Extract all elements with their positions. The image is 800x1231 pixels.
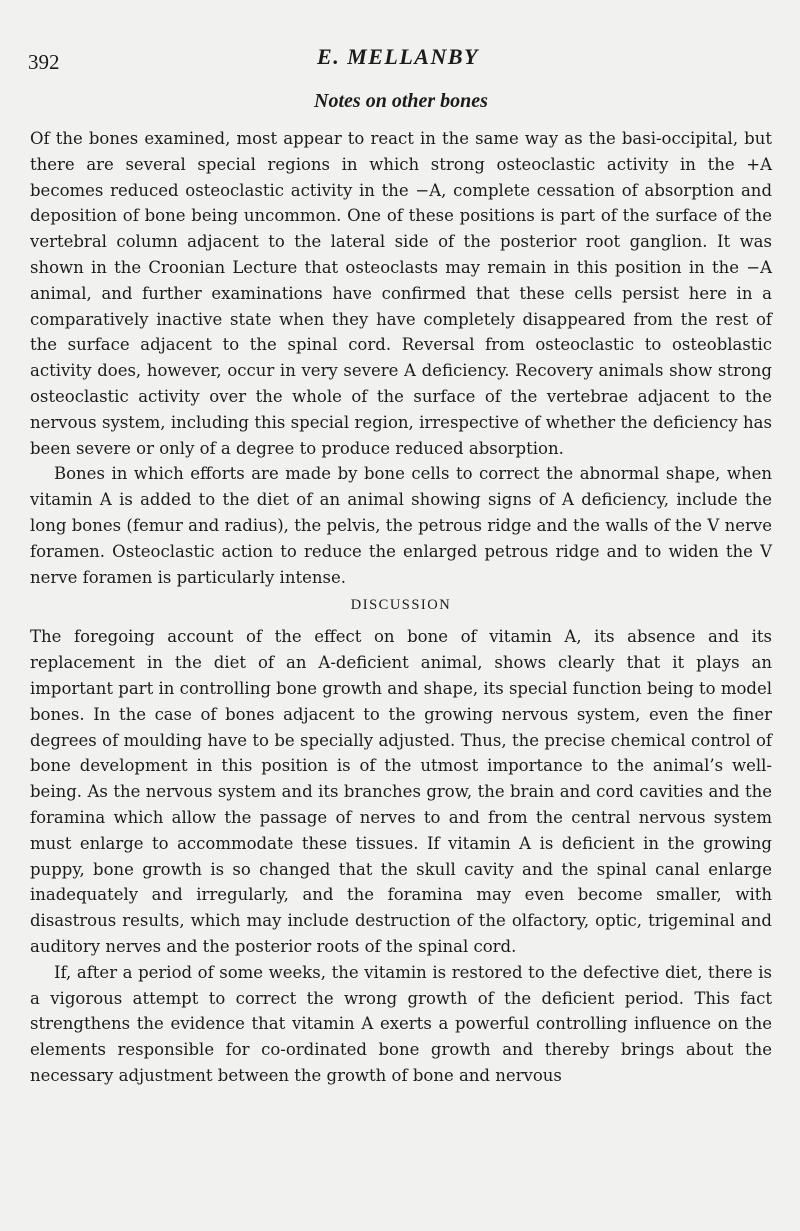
paragraph: If, after a period of some weeks, the vitamin is restored to the defective diet, there is a vigorous attempt to correct the wrong growth of the deficient period. This fact strengthens the evidence that vitamin A exerts a powerful controlling influence on the elements responsible for co-ordinated bone growth and thereby brings about the necessary adjustment between the growth of bone and nervous: [30, 962, 772, 1085]
page-number: 392: [28, 50, 60, 74]
paragraph: Of the bones examined, most appear to react in the same way as the basi-occipital, but there are several special regions in which strong osteoclastic activity in the +A becomes reduced osteoclastic activity in the −A, complete cessation of absorption and deposition of bone being uncommon. One of these positions is part of the surface of the vertebral column adjacent to the lateral side of the posterior root ganglion. It was shown in the Croonian Lecture that osteoclasts may remain in this position in the −A animal, and further examinations have confirmed that these cells persist here in a comparatively inactive state when they have completely disappeared from the rest of the surface adjacent to the spinal cord. Reversal from osteoclastic to osteoblastic activity does, however, occur in very severe A deficiency. Recovery animals show strong osteoclastic activity over the whole of the surface of the vertebrae adjacent to the nervous system, including this special region, irrespective of whether the deficiency has been severe or only of a degree to produce reduced absorption.: [30, 129, 772, 458]
running-head: [28, 44, 768, 74]
body-text: [30, 86, 772, 1089]
paragraph: The foregoing account of the effect on bone of vitamin A, its absence and its replacement in the diet of an A-deficient animal, shows clearly that it plays an important part in controlling bone growth and shape, its special function being to model bones. In the case of bones adjacent to the growing nervous system, even the finer degrees of moulding have to be specially adjusted. Thus, the precise chemical control of bone development in this position is of the utmost importance to the animal’s well-being. As the nervous system and its branches grow, the brain and cord cavities and the foramina which allow the passage of nerves to and from the central nervous system must enlarge to accommodate these tissues. If vitamin A is deficient in the growing puppy, bone growth is so changed that the skull cavity and the spinal canal enlarge inadequately and irregularly, and the foramina may even become smaller, with disastrous results, which may include destruction of the olfactory, optic, trigeminal and auditory nerves and the posterior roots of the spinal cord.: [30, 627, 772, 956]
section-heading-notes: Notes on other bones: [314, 90, 488, 112]
author-name: E. MELLANBY: [317, 44, 479, 69]
paragraph: Bones in which efforts are made by bone cells to correct the abnormal shape, when vitamin A is added to the diet of an animal showing signs of A deficiency, include the long bones (femur and radius), the pelvis, the petrous ridge and the walls of the V nerve foramen. Osteoclastic action to reduce the enlarged petrous ridge and to widen the V nerve foramen is particularly intense.: [30, 464, 772, 587]
section-heading-discussion: DISCUSSION: [350, 597, 452, 614]
